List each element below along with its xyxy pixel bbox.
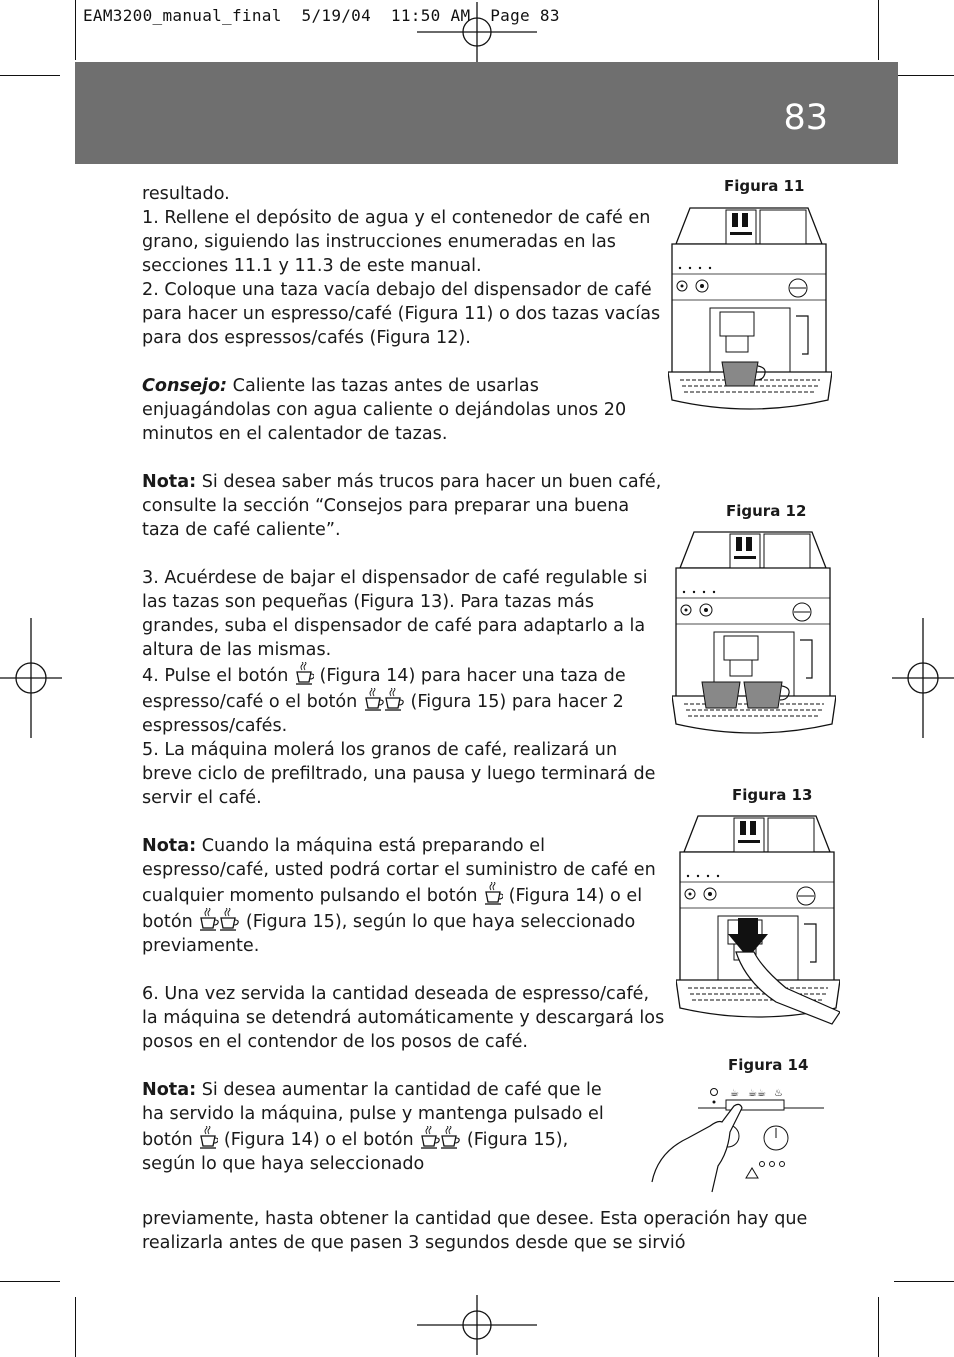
step-6: 6. Una vez servida la cantidad deseada de espresso/café, la máquina se detendrá automáticamente y descargará los posos en el contendor de los posos de café. (142, 984, 665, 1052)
figure-13-label: Figura 13 (732, 786, 813, 804)
coffee-cup-icon (198, 1126, 218, 1149)
figure-12-label: Figura 12 (726, 502, 807, 520)
note-paragraph (142, 1078, 622, 1176)
crop-mark (75, 0, 76, 60)
crop-mark (75, 1297, 76, 1357)
note-paragraph (142, 470, 670, 542)
registration-mark-icon (0, 618, 62, 738)
note-text: (Figura 14) o el botón (218, 1130, 420, 1150)
instructions-column (142, 182, 670, 1176)
step-5: 5. La máquina molerá los granos de café, realizará un breve ciclo de prefiltrado, una pausa y luego terminará de servir el café. (142, 740, 656, 808)
figure-13-illustration (676, 812, 840, 1028)
registration-mark-icon (417, 1295, 537, 1355)
coffee-cup-icon (483, 882, 503, 905)
tip-text: Caliente las tazas antes de usarlas enjuagándolas con agua caliente o dejándolas unos 20 minutos en el calentador de tazas. (142, 376, 627, 444)
step-4-text: (Figura 15) para hacer 2 espressos/cafés. (142, 692, 624, 736)
double-coffee-cup-icon (363, 688, 405, 711)
figure-14-illustration (648, 1082, 828, 1202)
crop-mark (878, 0, 879, 60)
figure-11-illustration (668, 204, 832, 420)
svg-text:♨: ♨ (774, 1088, 783, 1099)
page-header-band (75, 62, 898, 164)
note-label: Nota: (142, 472, 197, 492)
note-paragraph (142, 834, 670, 958)
registration-mark-icon (892, 618, 954, 738)
note-text: Cuando la máquina está preparando el espresso/café, usted podrá cortar el suministro de café en cualquier momento pulsando el botón (142, 836, 656, 906)
step-3: 3. Acuérdese de bajar el dispensador de café regulable si las tazas son pequeñas (Figura 13). Para tazas más grandes, suba el dispensador de café para adaptarlo a la altura de las mismas. (142, 568, 648, 660)
svg-text:☕: ☕ (730, 1088, 739, 1099)
paragraph-continuation: resultado. (142, 184, 230, 204)
tip-label: Consejo: (142, 376, 228, 396)
double-coffee-cup-icon (419, 1126, 461, 1149)
page-number: 83 (783, 98, 828, 138)
crop-mark (894, 1281, 954, 1282)
crop-mark (894, 75, 954, 76)
step-4-text: (Figura 14) para hacer una taza de espresso/café o el botón (142, 666, 626, 712)
note-label: Nota: (142, 1080, 197, 1100)
coffee-cup-icon (294, 662, 314, 685)
figure-14-label: Figura 14 (728, 1056, 809, 1074)
print-slug: EAM3200_manual_final 5/19/04 11:50 AM Page 83 (83, 6, 560, 25)
step-2: 2. Coloque una taza vacía debajo del dispensador de café para hacer un espresso/café (Figura 11) o dos tazas vacías para dos espressos/cafés (Figura 12). (142, 280, 661, 348)
note-text: (Figura 14) o el botón (142, 886, 643, 932)
note-text: (Figura 15), según lo que haya seleccionado previamente. (142, 912, 636, 956)
step-4 (142, 662, 670, 738)
registration-mark-icon (417, 2, 537, 62)
crop-mark (0, 75, 60, 76)
note-text: (Figura 15), según lo que haya seleccionado (142, 1130, 569, 1174)
note-continuation: previamente, hasta obtener la cantidad que desee. Esta operación hay que realizarla antes de que pasen 3 segundos desde que se sirvió (142, 1209, 808, 1253)
svg-text:☕☕: ☕☕ (748, 1088, 766, 1099)
note-text: Si desea aumentar la cantidad de café que le ha servido la máquina, pulse y mantenga pulsado el botón (142, 1080, 604, 1150)
tip-paragraph (142, 374, 670, 446)
note-label: Nota: (142, 836, 197, 856)
crop-mark (0, 1281, 60, 1282)
crop-mark (878, 1297, 879, 1357)
double-coffee-cup-icon (198, 908, 240, 931)
figure-12-illustration (672, 528, 836, 744)
step-1: 1. Rellene el depósito de agua y el contenedor de café en grano, siguiendo las instrucciones enumeradas en las secciones 11.1 y 11.3 de este manual. (142, 208, 651, 276)
note-text: Si desea saber más trucos para hacer un buen café, consulte la sección “Consejos para preparar una buena taza de café caliente”. (142, 472, 662, 540)
figure-11-label: Figura 11 (724, 177, 805, 195)
step-4-text: 4. Pulse el botón (142, 666, 294, 686)
